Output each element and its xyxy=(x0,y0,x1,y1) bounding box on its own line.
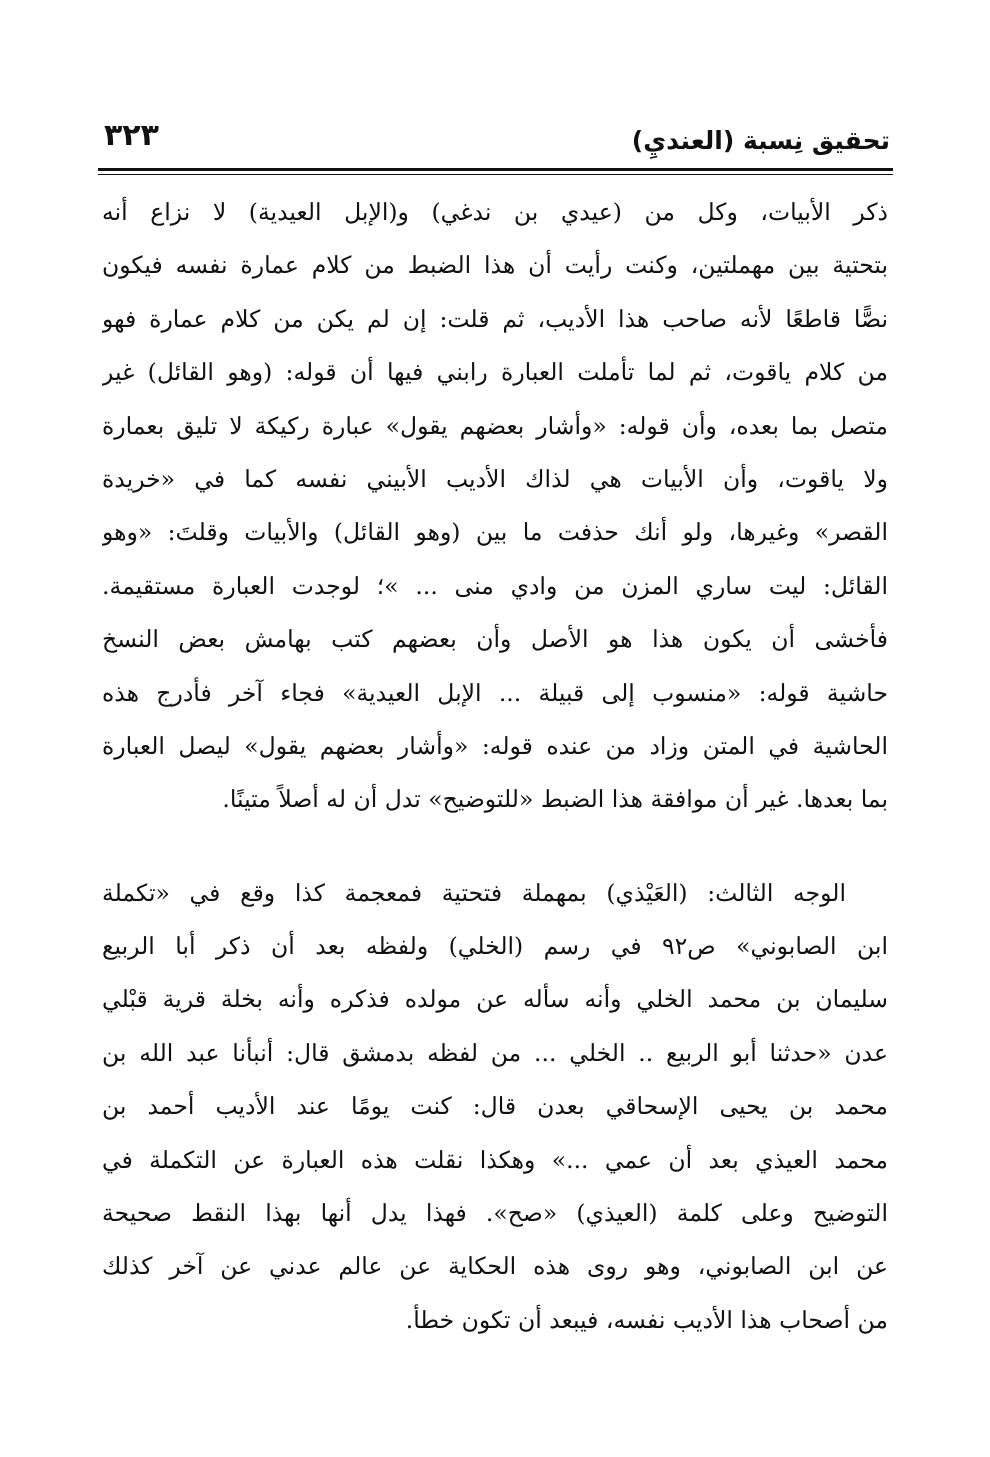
text-line: عدن «حدثنا أبو الربيع .. الخلي ... من لفظه بدمشق قال: أنبأنا عبد الله بن xyxy=(102,1038,888,1067)
text-line: الحاشية في المتن وزاد من عنده قوله: «وأشار بعضهم يقول» ليصل العبارة xyxy=(102,731,888,760)
text-line: القصر» وغيرها، ولو أنك حذفت ما بين (وهو القائل) والأبيات وقلتَ: «وهو xyxy=(102,518,888,547)
paragraph-gap xyxy=(102,827,888,867)
text-line: متصل بما بعده، وأن قوله: «وأشار بعضهم يقول» عبارة ركيكة لا تليق بعمارة xyxy=(102,411,888,440)
text-line: من كلام ياقوت، ثم لما تأملت العبارة رابني فيها أن قوله: (وهو القائل) غير xyxy=(102,358,888,387)
running-header xyxy=(98,118,890,166)
text-line: محمد العيذي بعد أن عمي ...» وهكذا نقلت هذه العبارة عن التكملة في xyxy=(102,1145,888,1174)
text-line: ذكر الأبيات، وكل من (عيدي بن ندغي) و(الإبل العيدية) لا نزاع أنه xyxy=(102,198,888,226)
text-line: الوجه الثالث: (العَيْذي) بمهملة فتحتية فمعجمة كذا وقع في «تكملة xyxy=(102,878,846,907)
text-line: حاشية قوله: «منسوب إلى قبيلة ... الإبل العيدية» فجاء آخر فأدرج هذه xyxy=(102,678,888,707)
text-line: بتحتية بين مهملتين، وكنت رأيت أن هذا الضبط من كلام عمارة نفسه فيكون xyxy=(102,251,888,280)
text-line: التوضيح وعلى كلمة (العيذي) «صح». فهذا يدل أنها بهذا النقط صحيحة xyxy=(102,1199,888,1228)
body-text xyxy=(102,186,888,1347)
text-line: محمد بن يحيى الإسحاقي بعدن قال: كنت يومًا عند الأديب أحمد بن xyxy=(102,1092,888,1121)
text-line: ابن الصابوني» ص٩٢ في رسم (الخلي) ولفظه بعد أن ذكر أبا الربيع xyxy=(102,932,888,961)
text-line: سليمان بن محمد الخلي وأنه سأله عن مولده فذكره وأنه بخلة قرية قبْلي xyxy=(102,985,888,1014)
running-title: تحقيق نِسبة (العنديِ) xyxy=(631,126,890,155)
text-line: نصًّا قاطعًا لأنه صاحب هذا الأديب، ثم قلت: إن لم يكن من كلام عمارة فهو xyxy=(102,304,888,333)
text-line: ولا ياقوت، وأن الأبيات هي لذاك الأديب الأبيني نفسه كما في «خريدة xyxy=(102,464,888,493)
paragraph-2 xyxy=(102,867,888,1348)
text-line: فأخشى أن يكون هذا هو الأصل وأن بعضهم كتب بهامش بعض النسخ xyxy=(102,625,888,654)
text-line: القائل: ليت ساري المزن من وادي منى ... »؛ لوجدت العبارة مستقيمة. xyxy=(102,571,888,600)
text-line: من أصحاب هذا الأديب نفسه، فيبعد أن تكون خطأ. xyxy=(405,1305,888,1334)
header-rule-thick xyxy=(98,168,893,171)
page-number: ٣٢٣ xyxy=(104,118,159,153)
text-line: بما بعدها. غير أن موافقة هذا الضبط «للتوضيح» تدل أن له أصلاً متينًا. xyxy=(222,785,888,814)
text-line: عن ابن الصابوني، وهو روى هذه الحكاية عن عالم عدني عن آخر كذلك xyxy=(102,1252,888,1281)
header-rule-thin xyxy=(98,174,893,175)
paragraph-1 xyxy=(102,186,888,827)
